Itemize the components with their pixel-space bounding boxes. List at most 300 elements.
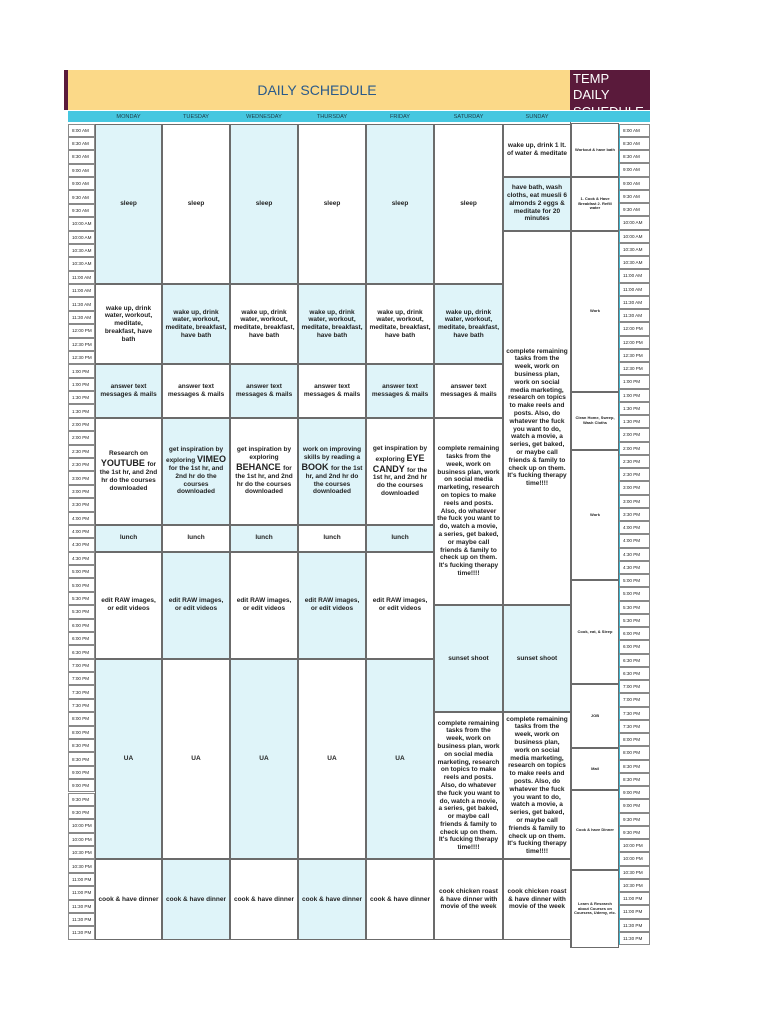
- wednesday-edit-text: [233, 597, 295, 613]
- time-slot-left: 11:00 AM: [68, 284, 95, 297]
- cell-text: cook & have dinner: [166, 895, 226, 903]
- monday-research-text: [98, 450, 159, 492]
- friday-cook: [366, 859, 434, 939]
- time-slot-right: 5:30 PM: [619, 601, 650, 614]
- time-slot-right: 8:30 AM: [619, 150, 650, 163]
- time-slot-left: 1:00 PM: [68, 378, 95, 391]
- thursday-cook-text: [302, 896, 362, 904]
- cell-text: complete remaining tasks from the week, work on business plan, work on social media marketing, research on topics to make reels and posts. Also, do whatever the fuck you want to do, watch a movie, a series, get baked, or maybe call friends & family to check up on them. It's fucking therapy time!!!!: [437, 445, 500, 577]
- cell-text: for the 1st hr, and 2nd hr do the courses downloaded: [372, 466, 428, 497]
- time-slot-right: 9:30 PM: [619, 813, 650, 826]
- friday-answer-text: [369, 383, 431, 399]
- time-slot-left: 3:30 PM: [68, 498, 95, 511]
- highlight-word: EYE CANDY: [372, 452, 425, 474]
- thursday-ua: [298, 659, 366, 860]
- time-slot-left: 10:00 PM: [68, 819, 95, 832]
- monday-edit: [95, 552, 162, 659]
- time-slot-right: 2:00 PM: [619, 442, 650, 455]
- time-slot-left: 10:30 AM: [68, 244, 95, 257]
- thursday-sleep: [298, 124, 366, 285]
- day-header-sunday: SUNDAY: [503, 111, 571, 122]
- day-header-tuesday: TUESDAY: [162, 111, 230, 122]
- cell-text: Research on: [108, 450, 149, 458]
- cell-text: get inspiration by exploring: [236, 446, 292, 462]
- time-slot-right: 5:00 PM: [619, 574, 650, 587]
- cell-text: wake up, drink water, workout, meditate, breakfast, have bath: [104, 304, 153, 343]
- time-slot-left: 12:30 PM: [68, 351, 95, 364]
- thursday-sleep-text: [324, 200, 341, 208]
- cell-text: wake up, drink water, workout, meditate, breakfast, have bath: [165, 308, 227, 339]
- monday-sleep: [95, 124, 162, 285]
- monday-answer: [95, 364, 162, 418]
- tuesday-wake: [162, 284, 230, 364]
- cell-text: cook & have dinner: [370, 895, 430, 903]
- cell-text: sleep: [255, 199, 273, 207]
- time-slot-left: 2:30 PM: [68, 445, 95, 458]
- cell-text: UA: [327, 755, 337, 763]
- time-slot-right: 12:00 PM: [619, 336, 650, 349]
- time-slot-right: 10:00 PM: [619, 852, 650, 865]
- sunday-cook-text: [506, 888, 568, 911]
- wednesday-research-text: [233, 446, 295, 496]
- time-slot-right: 9:00 AM: [619, 177, 650, 190]
- time-slot-left: 5:30 PM: [68, 592, 95, 605]
- sunday-sunset: [503, 605, 571, 712]
- time-slot-left: 8:00 PM: [68, 726, 95, 739]
- friday-wake-text: [369, 309, 431, 340]
- cell-text: sleep: [120, 199, 137, 207]
- cell-text: for the 1st hr, and 2nd hr do the courses downloaded: [235, 465, 293, 496]
- monday-cook-text: [99, 896, 159, 904]
- sunday-bath: [503, 177, 571, 231]
- saturday-sunset-text: [448, 655, 488, 663]
- time-slot-left: 5:30 PM: [68, 605, 95, 618]
- time-slot-right: 12:00 PM: [619, 322, 650, 335]
- sunday-sunset-text: [517, 655, 557, 663]
- time-slot-right: 9:00 AM: [619, 163, 650, 176]
- wednesday-edit: [230, 552, 298, 659]
- cell-text: answer text messages & mails: [167, 383, 225, 399]
- tuesday-cook: [162, 859, 230, 939]
- cell-text: answer text messages & mails: [371, 383, 429, 399]
- time-slot-right: 3:00 PM: [619, 481, 650, 494]
- thursday-lunch-text: [323, 534, 340, 542]
- temp-work-1-text: Work: [590, 308, 600, 314]
- temp-learn: [571, 870, 619, 948]
- cell-text: wake up, drink water, workout, meditate, breakfast, have bath: [369, 308, 431, 339]
- cell-text: edit RAW images, or edit videos: [236, 597, 292, 613]
- cell-text: cook & have dinner: [302, 895, 362, 903]
- cell-text: complete remaining tasks from the week, work on business plan, work on social media marketing, research on topics to make reels and posts. Also, do whatever the fuck you want to do, watch a movie, a series, get baked, or maybe call friends & family to check up on them. It's fucking therapy time!!!!: [506, 347, 568, 488]
- temp-workout: [571, 123, 619, 177]
- time-slot-right: 5:30 PM: [619, 614, 650, 627]
- cell-text: lunch: [391, 534, 409, 542]
- monday-cook: [95, 859, 162, 939]
- time-slot-right: 8:00 AM: [619, 124, 650, 137]
- time-slot-right: 9:30 AM: [619, 203, 650, 216]
- temp-clean: [571, 392, 619, 450]
- time-slot-right: 8:00 PM: [619, 733, 650, 746]
- sunday-wake-text: [506, 142, 568, 158]
- time-slot-left: 1:30 PM: [68, 391, 95, 404]
- wednesday-wake-text: [233, 309, 295, 340]
- time-slot-left: 8:00 PM: [68, 712, 95, 725]
- time-slot-right: 7:30 PM: [619, 707, 650, 720]
- cell-text: UA: [191, 755, 201, 763]
- monday-answer-text: [98, 383, 159, 399]
- cell-text: wake up, drink water, workout, meditate, breakfast, have bath: [437, 308, 500, 339]
- tuesday-answer: [162, 364, 230, 418]
- time-slot-left: 3:00 PM: [68, 485, 95, 498]
- temp-cook-eat-sleep-text: Cook, eat, & Sleep: [577, 628, 613, 634]
- time-slot-right: 10:00 AM: [619, 216, 650, 229]
- tuesday-research-text: [165, 446, 227, 496]
- sunday-cook: [503, 859, 571, 939]
- time-slot-left: 2:00 PM: [68, 418, 95, 431]
- time-slot-left: 1:00 PM: [68, 364, 95, 377]
- time-slot-right: 7:30 PM: [619, 720, 650, 733]
- sunday-wake: [503, 124, 571, 178]
- thursday-research: [298, 418, 366, 525]
- thursday-answer: [298, 364, 366, 418]
- time-slot-right: 8:30 PM: [619, 760, 650, 773]
- cell-text: for the 1st hr, and 2nd hr do the courses downloaded: [168, 465, 224, 496]
- time-slot-right: 11:30 AM: [619, 309, 650, 322]
- time-slot-left: 9:30 AM: [68, 204, 95, 217]
- time-slot-right: 11:30 PM: [619, 932, 650, 945]
- cell-text: sleep: [187, 199, 205, 207]
- saturday-cook: [434, 859, 503, 939]
- saturday-tasks-text: [437, 445, 500, 578]
- saturday-tasks: [434, 418, 503, 605]
- thursday-wake: [298, 284, 366, 364]
- cell-text: lunch: [255, 534, 273, 542]
- monday-lunch: [95, 525, 162, 552]
- temp-learn-text: Learn & Research about Courses on Coursera, Udemy, etc.: [574, 900, 616, 916]
- time-slot-right: 8:30 AM: [619, 137, 650, 150]
- time-slot-left: 11:30 AM: [68, 311, 95, 324]
- cell-text: sunset shoot: [516, 654, 558, 662]
- time-slot-left: 6:30 PM: [68, 645, 95, 658]
- friday-cook-text: [370, 896, 430, 904]
- time-slot-left: 7:30 PM: [68, 685, 95, 698]
- thursday-lunch: [298, 525, 366, 552]
- time-slot-left: 11:00 PM: [68, 886, 95, 899]
- cell-text: answer text messages & mails: [235, 383, 293, 399]
- cell-text: sleep: [460, 199, 477, 207]
- highlight-word: BOOK: [301, 462, 332, 473]
- time-slot-right: 9:00 PM: [619, 799, 650, 812]
- cell-text: cook chicken roast & have dinner with movie of the week: [439, 887, 498, 911]
- time-slot-left: 6:00 PM: [68, 619, 95, 632]
- time-slot-left: 10:30 AM: [68, 257, 95, 270]
- time-slot-right: 11:00 PM: [619, 905, 650, 918]
- wednesday-ua-text: [259, 755, 268, 763]
- time-slot-left: 10:30 PM: [68, 859, 95, 872]
- wednesday-wake: [230, 284, 298, 364]
- temp-breakfast-text: 1. Cook & Have Breakfast 2. Refill water: [578, 195, 612, 211]
- sunday-tasks: [503, 231, 571, 606]
- time-slot-right: 4:30 PM: [619, 548, 650, 561]
- day-header-monday: MONDAY: [95, 111, 162, 122]
- time-slot-left: 11:30 PM: [68, 913, 95, 926]
- time-slot-right: 10:00 PM: [619, 839, 650, 852]
- highlight-word: VIMEO: [197, 454, 227, 465]
- time-slot-right: 10:30 AM: [619, 243, 650, 256]
- tuesday-sleep: [162, 124, 230, 285]
- time-slot-left: 7:30 PM: [68, 699, 95, 712]
- time-slot-left: 10:00 PM: [68, 833, 95, 846]
- tuesday-answer-text: [165, 383, 227, 399]
- wednesday-answer: [230, 364, 298, 418]
- cell-text: edit RAW images, or edit videos: [372, 597, 428, 613]
- time-slot-left: 9:00 AM: [68, 164, 95, 177]
- time-slot-left: 5:00 PM: [68, 565, 95, 578]
- time-slot-left: 8:30 AM: [68, 150, 95, 163]
- cell-text: answer text messages & mails: [100, 383, 157, 399]
- time-slot-right: 2:30 PM: [619, 468, 650, 481]
- day-header-spacer: [68, 111, 95, 122]
- temp-mail: [571, 748, 619, 790]
- monday-wake-text: [98, 305, 159, 344]
- temp-clean-text: Clean Home, Sweep, Wash Cloths: [575, 415, 615, 425]
- wednesday-answer-text: [233, 383, 295, 399]
- friday-edit: [366, 552, 434, 659]
- time-slot-right: 8:30 PM: [619, 773, 650, 786]
- cell-text: edit RAW images, or edit videos: [101, 597, 156, 613]
- monday-edit-text: [98, 597, 159, 613]
- tuesday-wake-text: [165, 309, 227, 340]
- monday-ua-text: [124, 755, 133, 763]
- time-slot-right: 11:30 PM: [619, 919, 650, 932]
- monday-research: [95, 418, 162, 525]
- time-slot-right: 8:00 PM: [619, 746, 650, 759]
- time-slot-left: 11:00 PM: [68, 873, 95, 886]
- cell-text: for the 1st hr, and 2nd hr do the courses downloaded: [305, 465, 363, 496]
- time-slot-left: 1:30 PM: [68, 404, 95, 417]
- thursday-cook: [298, 859, 366, 939]
- time-slot-left: 9:00 PM: [68, 779, 95, 792]
- cell-text: complete remaining tasks from the week, work on business plan, work on social media marketing, research on topics to make reels and posts. Also, do whatever the fuck you want to do, watch a movie, a series, get baked, or maybe call friends & family to check up on them. It's fucking therapy time!!!!: [506, 715, 568, 856]
- tuesday-edit: [162, 552, 230, 659]
- wednesday-sleep: [230, 124, 298, 285]
- highlight-word: BEHANCE: [236, 462, 284, 473]
- thursday-research-text: [301, 446, 363, 496]
- monday-sleep-text: [120, 200, 137, 208]
- sunday-tasks-evening-text: [506, 716, 568, 856]
- monday-ua: [95, 659, 162, 860]
- wednesday-lunch: [230, 525, 298, 552]
- time-slot-right: 11:00 PM: [619, 892, 650, 905]
- temp-work-1: [571, 231, 619, 392]
- thursday-edit: [298, 552, 366, 659]
- time-slot-left: 11:30 AM: [68, 297, 95, 310]
- saturday-wake: [434, 284, 503, 364]
- cell-text: edit RAW images, or edit videos: [304, 597, 360, 613]
- temp-breakfast: [571, 177, 619, 231]
- cell-text: get inspiration by exploring: [372, 444, 428, 463]
- time-slot-left: 6:00 PM: [68, 632, 95, 645]
- time-slot-left: 9:30 AM: [68, 190, 95, 203]
- time-slot-right: 10:30 PM: [619, 866, 650, 879]
- thursday-edit-text: [301, 597, 363, 613]
- tuesday-ua: [162, 659, 230, 860]
- time-slot-right: 9:30 PM: [619, 826, 650, 839]
- saturday-tasks-evening-text: [437, 720, 500, 853]
- temp-job: [571, 684, 619, 748]
- friday-sleep-text: [392, 200, 409, 208]
- cell-text: lunch: [119, 534, 138, 542]
- friday-lunch-text: [391, 534, 408, 542]
- saturday-sunset: [434, 605, 503, 712]
- wednesday-cook-text: [234, 896, 294, 904]
- tuesday-sleep-text: [188, 200, 205, 208]
- time-slot-left: 10:30 PM: [68, 846, 95, 859]
- friday-research-text: [369, 445, 431, 498]
- time-slot-left: 9:00 AM: [68, 177, 95, 190]
- time-slot-left: 11:30 PM: [68, 926, 95, 939]
- time-slot-right: 6:00 PM: [619, 640, 650, 653]
- day-header-saturday: SATURDAY: [434, 111, 503, 122]
- cell-text: complete remaining tasks from the week, work on business plan, work on social media marketing, research on topics to make reels and posts. Also, do whatever the fuck you want to do, watch a movie, a series, get baked, or maybe call friends & family to check up on them. It's fucking therapy time!!!!: [437, 719, 500, 852]
- tuesday-ua-text: [191, 755, 200, 763]
- cell-text: sunset shoot: [448, 654, 489, 662]
- day-header-thursday: THURSDAY: [298, 111, 366, 122]
- monday-wake: [95, 284, 162, 364]
- temp-job-text: JOB: [590, 712, 600, 718]
- wednesday-cook: [230, 859, 298, 939]
- thursday-ua-text: [327, 755, 336, 763]
- page-title: DAILY SCHEDULE: [257, 82, 377, 98]
- tuesday-lunch-text: [187, 534, 204, 542]
- time-slot-right: 9:00 PM: [619, 786, 650, 799]
- cell-text: answer text messages & mails: [440, 383, 497, 399]
- time-slot-left: 2:30 PM: [68, 458, 95, 471]
- saturday-tasks-evening: [434, 712, 503, 859]
- time-slot-right: 6:00 PM: [619, 627, 650, 640]
- time-slot-left: 7:00 PM: [68, 659, 95, 672]
- time-slot-right: 2:30 PM: [619, 455, 650, 468]
- friday-wake: [366, 284, 434, 364]
- cell-text: cook chicken roast & have dinner with movie of the week: [507, 887, 567, 911]
- friday-lunch: [366, 525, 434, 552]
- cell-text: UA: [395, 755, 405, 763]
- cell-text: wake up, drink water, workout, meditate, breakfast, have bath: [233, 308, 295, 339]
- cell-text: sleep: [391, 199, 409, 207]
- friday-research: [366, 418, 434, 525]
- wednesday-research: [230, 418, 298, 525]
- cell-text: get inspiration by exploring: [165, 446, 224, 465]
- time-slot-right: 12:30 PM: [619, 349, 650, 362]
- temp-workout-text: Workout & have bath: [575, 146, 615, 152]
- time-slot-right: 5:00 PM: [619, 587, 650, 600]
- friday-ua-text: [395, 755, 404, 763]
- friday-ua: [366, 659, 434, 860]
- friday-answer: [366, 364, 434, 418]
- time-slot-left: 8:30 PM: [68, 739, 95, 752]
- friday-sleep: [366, 124, 434, 285]
- cell-text: edit RAW images, or edit videos: [168, 597, 224, 613]
- time-slot-right: 3:00 PM: [619, 495, 650, 508]
- time-slot-right: 4:30 PM: [619, 561, 650, 574]
- sunday-tasks-text: [506, 348, 568, 488]
- time-slot-right: 3:30 PM: [619, 508, 650, 521]
- time-slot-left: 10:00 AM: [68, 217, 95, 230]
- time-slot-right: 7:00 PM: [619, 680, 650, 693]
- temp-cook-eat-sleep: [571, 580, 619, 684]
- wednesday-ua: [230, 659, 298, 860]
- time-slot-right: 11:00 AM: [619, 269, 650, 282]
- cell-text: lunch: [187, 534, 205, 542]
- time-slot-right: 11:00 AM: [619, 283, 650, 296]
- time-slot-left: 4:00 PM: [68, 525, 95, 538]
- time-slot-left: 10:00 AM: [68, 231, 95, 244]
- cell-text: UA: [259, 755, 269, 763]
- time-slot-right: 1:30 PM: [619, 415, 650, 428]
- wednesday-sleep-text: [256, 200, 273, 208]
- saturday-cook-text: [437, 888, 500, 911]
- cell-text: have bath, wash cloths, eat muesli 6 almonds 2 eggs & meditate for 20 minutes: [507, 184, 567, 223]
- time-slot-right: 6:30 PM: [619, 654, 650, 667]
- day-header-wednesday: WEDNESDAY: [230, 111, 298, 122]
- tuesday-research: [162, 418, 230, 525]
- thursday-answer-text: [301, 383, 363, 399]
- thursday-wake-text: [301, 309, 363, 340]
- day-header-friday: FRIDAY: [366, 111, 434, 122]
- tuesday-edit-text: [165, 597, 227, 613]
- time-slot-right: 10:30 AM: [619, 256, 650, 269]
- cell-text: lunch: [323, 534, 341, 542]
- time-slot-right: 12:30 PM: [619, 362, 650, 375]
- time-slot-right: 1:00 PM: [619, 389, 650, 402]
- cell-text: cook & have dinner: [234, 895, 294, 903]
- wednesday-lunch-text: [255, 534, 272, 542]
- time-slot-left: 4:00 PM: [68, 512, 95, 525]
- saturday-wake-text: [437, 309, 500, 340]
- time-slot-right: 11:30 AM: [619, 296, 650, 309]
- time-slot-right: 1:00 PM: [619, 375, 650, 388]
- time-slot-right: 7:00 PM: [619, 693, 650, 706]
- time-slot-left: 3:00 PM: [68, 471, 95, 484]
- sunday-tasks-evening: [503, 712, 571, 859]
- saturday-answer-text: [437, 383, 500, 399]
- time-slot-left: 4:30 PM: [68, 552, 95, 565]
- time-slot-right: 2:00 PM: [619, 428, 650, 441]
- temp-work-2: [571, 450, 619, 580]
- time-slot-left: 2:00 PM: [68, 431, 95, 444]
- time-slot-left: 8:00 AM: [68, 124, 95, 137]
- saturday-answer: [434, 364, 503, 418]
- time-slot-left: 12:00 PM: [68, 324, 95, 337]
- time-slot-left: 9:30 PM: [68, 793, 95, 806]
- time-slot-left: 7:00 PM: [68, 672, 95, 685]
- saturday-sleep-text: [460, 200, 477, 208]
- cell-text: for the 1st hr, and 2nd hr do the courses downloaded: [99, 461, 158, 492]
- time-slot-right: 6:30 PM: [619, 667, 650, 680]
- tuesday-lunch: [162, 525, 230, 552]
- cell-text: wake up, drink water, workout, meditate, breakfast, have bath: [301, 308, 363, 339]
- time-slot-right: 4:00 PM: [619, 521, 650, 534]
- tuesday-cook-text: [166, 896, 226, 904]
- highlight-word: YOUTUBE: [100, 458, 148, 469]
- temp-cook-dinner-text: Cook & have Dinner: [575, 826, 614, 832]
- cell-text: wake up, drink 1 lt. of water & meditate: [507, 142, 567, 158]
- time-slot-left: 9:30 PM: [68, 806, 95, 819]
- temp-cook-dinner: [571, 790, 619, 870]
- column-divider: [570, 122, 571, 948]
- cell-text: UA: [123, 755, 134, 763]
- cell-text: cook & have dinner: [98, 895, 159, 903]
